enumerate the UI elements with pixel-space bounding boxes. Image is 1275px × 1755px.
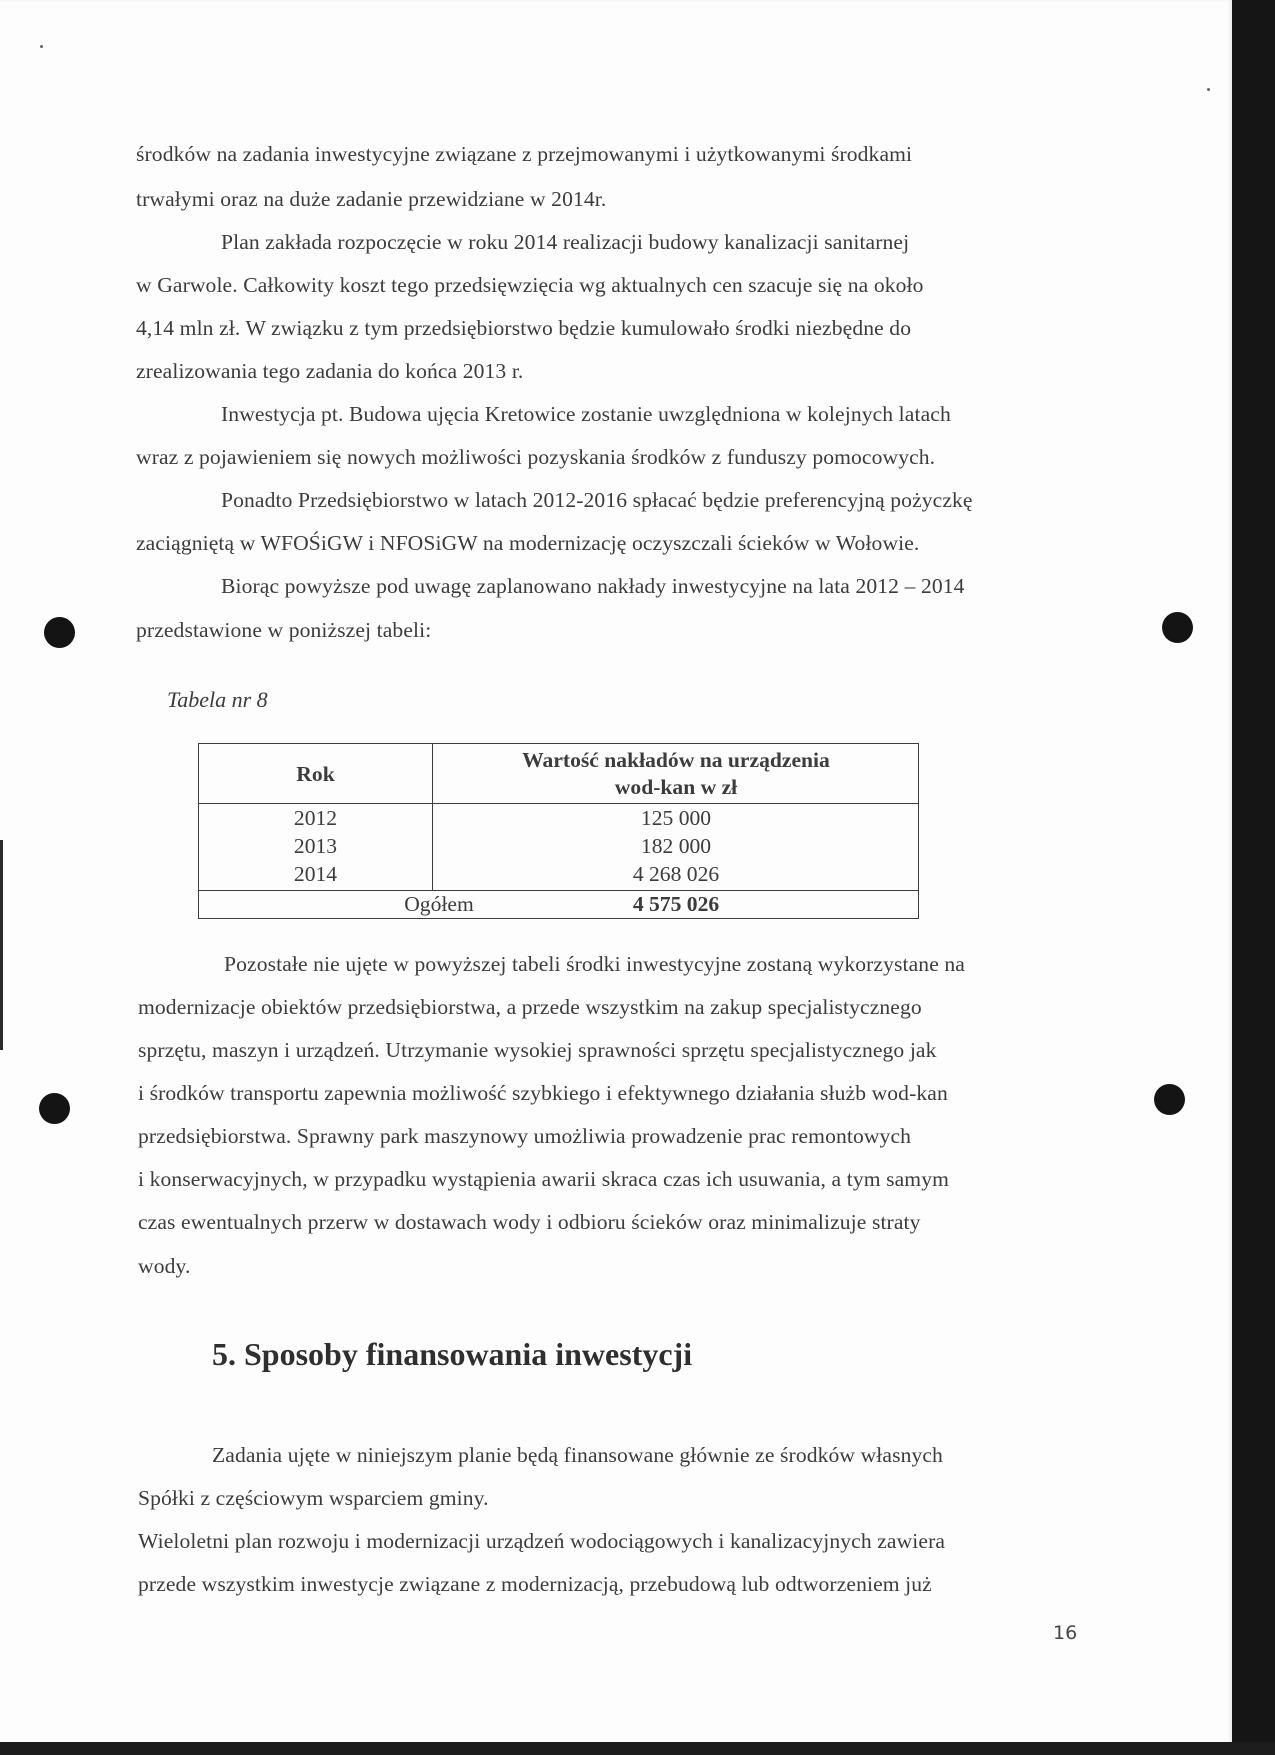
punch-hole-left-upper bbox=[44, 617, 75, 648]
page-number: 16 bbox=[1053, 1622, 1078, 1644]
section-heading: 5. Sposoby finansowania inwestycji bbox=[212, 1336, 693, 1372]
scan-speck bbox=[40, 45, 43, 48]
table-header-year: Rok bbox=[296, 762, 335, 786]
table-total-label: Ogółem bbox=[404, 892, 474, 916]
table-header-value bbox=[433, 747, 919, 801]
table-cell-value: 125 000 bbox=[640, 806, 712, 830]
table-header-value-line2: wod-kan w zł bbox=[614, 775, 738, 799]
text-line: Ponadto Przedsiębiorstwo w latach 2012-2016 spłacać będzie preferencyjną pożyczkę bbox=[221, 488, 973, 512]
text-line: Inwestycja pt. Budowa ujęcia Kretowice zostanie uwzględniona w kolejnych latach bbox=[221, 402, 951, 426]
table-total-value: 4 575 026 bbox=[632, 892, 720, 916]
text-line: Plan zakłada rozpoczęcie w roku 2014 realizacji budowy kanalizacji sanitarnej bbox=[221, 230, 910, 254]
table-cell-value: 4 268 026 bbox=[632, 862, 720, 886]
text-line: 4,14 mln zł. W związku z tym przedsiębiorstwo będzie kumulowało środki niezbędne do bbox=[136, 316, 912, 340]
table-divider-header bbox=[199, 803, 918, 804]
text-line: Zadania ujęte w niniejszym planie będą finansowane głównie ze środków własnych bbox=[212, 1443, 943, 1467]
text-line: przedsiębiorstwa. Sprawny park maszynowy umożliwia prowadzenie prac remontowych bbox=[138, 1124, 912, 1148]
investment-table bbox=[198, 743, 919, 919]
text-line: zrealizowania tego zadania do końca 2013 r. bbox=[136, 359, 524, 383]
scan-edge-right bbox=[1232, 0, 1275, 1755]
text-line: i konserwacyjnych, w przypadku wystąpienia awarii skraca czas ich usuwania, a tym samym bbox=[138, 1167, 949, 1191]
text-line: czas ewentualnych przerw w dostawach wody i odbioru ścieków oraz minimalizuje straty bbox=[138, 1210, 921, 1234]
punch-hole-right-lower bbox=[1154, 1084, 1185, 1115]
table-cell-value: 182 000 bbox=[640, 834, 712, 858]
table-cell-year: 2012 bbox=[293, 806, 338, 830]
table-caption: Tabela nr 8 bbox=[167, 687, 268, 712]
scan-speck bbox=[1207, 88, 1210, 91]
table-cell-year: 2014 bbox=[293, 862, 338, 886]
text-line: zaciągniętą w WFOŚiGW i NFOSiGW na modernizację oczyszczali ścieków w Wołowie. bbox=[136, 531, 920, 555]
text-line: Pozostałe nie ujęte w powyższej tabeli środki inwestycyjne zostaną wykorzystane na bbox=[224, 952, 965, 976]
table-header-value-line1: Wartość nakładów na urządzenia bbox=[522, 748, 830, 772]
text-line: trwałymi oraz na duże zadanie przewidziane w 2014r. bbox=[136, 187, 607, 211]
text-line: wody. bbox=[138, 1254, 191, 1278]
text-line: przedstawione w poniższej tabeli: bbox=[136, 618, 432, 642]
text-line: Wieloletni plan rozwoju i modernizacji urządzeń wodociągowych i kanalizacyjnych zawiera bbox=[138, 1529, 946, 1553]
text-line: w Garwole. Całkowity koszt tego przedsięwzięcia wg aktualnych cen szacuje się na około bbox=[136, 273, 924, 297]
text-line: sprzętu, maszyn i urządzeń. Utrzymanie wysokiej sprawności sprzętu specjalistycznego jak bbox=[138, 1038, 937, 1062]
text-line: Biorąc powyższe pod uwagę zaplanowano nakłady inwestycyjne na lata 2012 – 2014 bbox=[221, 574, 965, 598]
text-line: środków na zadania inwestycyjne związane z przejmowanymi i użytkowanymi środkami bbox=[136, 142, 913, 166]
table-cell-year: 2013 bbox=[293, 834, 338, 858]
punch-hole-left-lower bbox=[39, 1093, 70, 1124]
scan-edge-bottom bbox=[0, 1742, 1275, 1755]
scan-edge-left bbox=[0, 840, 3, 1050]
text-line: przede wszystkim inwestycje związane z modernizacją, przebudową lub odtworzeniem już bbox=[138, 1572, 932, 1596]
text-line: Spółki z częściowym wsparciem gminy. bbox=[138, 1486, 489, 1510]
text-line: modernizacje obiektów przedsiębiorstwa, a przede wszystkim na zakup specjalistycznego bbox=[138, 995, 922, 1019]
punch-hole-right-upper bbox=[1162, 612, 1193, 643]
text-line: wraz z pojawieniem się nowych możliwości pozyskania środków z funduszy pomocowych. bbox=[136, 445, 936, 469]
text-line: i środków transportu zapewnia możliwość szybkiego i efektywnego działania służb wod-kan bbox=[138, 1081, 948, 1105]
